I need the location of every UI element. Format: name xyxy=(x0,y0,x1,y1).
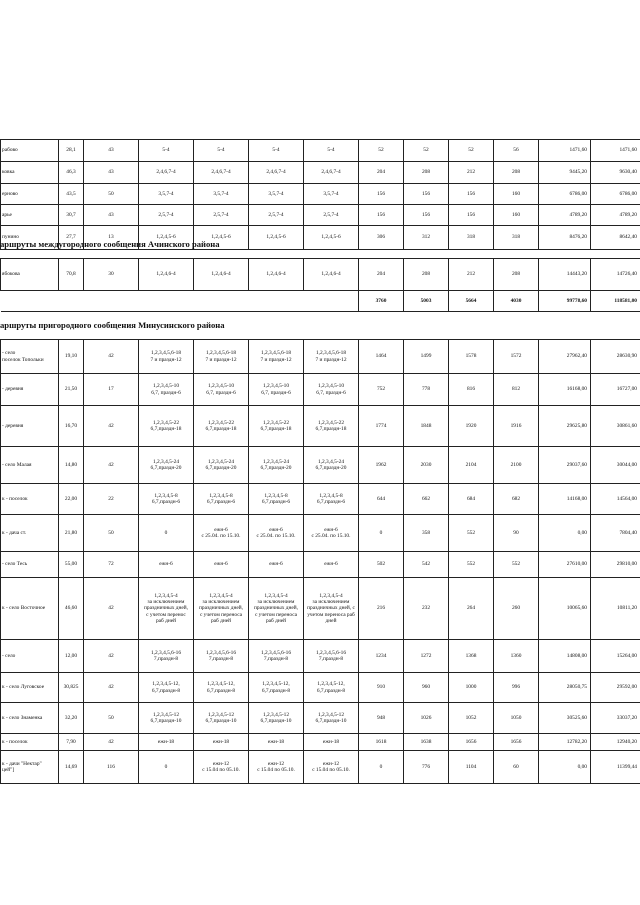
table-cell: 204 xyxy=(359,162,404,184)
table-cell: 5-4 xyxy=(139,140,194,162)
table-cell: 2104 xyxy=(449,447,494,484)
table-cell: 8476,20 xyxy=(539,226,591,250)
table-cell: 156 xyxy=(404,184,449,205)
table-cell: 3,5,7-4 xyxy=(304,184,359,205)
table-cell: 1618 xyxy=(359,734,404,751)
table-cell: 0 xyxy=(139,751,194,784)
table-cell: 22 xyxy=(84,484,139,515)
table-cell: 2,4,6,7-4 xyxy=(139,162,194,184)
table-cell: 43,5 xyxy=(59,184,84,205)
table-cell: 15264,00 xyxy=(591,640,640,673)
table-cell: 1026 xyxy=(404,703,449,734)
table-cell: 46,60 xyxy=(59,578,84,640)
total-cell: 118581,00 xyxy=(591,291,640,312)
table-cell: 232 xyxy=(404,578,449,640)
table-cell: 52 xyxy=(359,140,404,162)
table-cell: 1,2,3,4,5-12, 6,7,праздн-8 xyxy=(194,673,249,703)
route-name-cell: - село поселок Топольки xyxy=(1,340,59,374)
table-cell: 7804,40 xyxy=(591,515,640,552)
table-cell: 208 xyxy=(404,259,449,291)
table-row xyxy=(1,406,640,447)
table-cell: 10811,20 xyxy=(591,578,640,640)
total-cell: 4030 xyxy=(494,291,539,312)
table-cell: 1,2,4,5-6 xyxy=(249,226,304,250)
table-cell: 3,5,7-4 xyxy=(194,184,249,205)
table-cell: 2,4,6,7-4 xyxy=(304,162,359,184)
table-cell: 1368 xyxy=(449,640,494,673)
table-cell: 16168,00 xyxy=(539,374,591,406)
table-cell: 1,2,3,4,5,6-18 7 и праздн-12 xyxy=(304,340,359,374)
table-cell: ежн-6 xyxy=(139,552,194,578)
table-cell: 14,69 xyxy=(59,751,84,784)
table-cell: 1916 xyxy=(494,406,539,447)
table-cell: ежн-6 с 25.04. по 15.10. xyxy=(304,515,359,552)
table-cell: 1,2,3,4,5-12 6,7,праздн-10 xyxy=(249,703,304,734)
table-cell: 306 xyxy=(359,226,404,250)
table-cell: 552 xyxy=(494,552,539,578)
table-cell: 1,2,4,5-6 xyxy=(194,226,249,250)
table-cell: 12940,20 xyxy=(591,734,640,751)
table-cell: ежн-18 xyxy=(139,734,194,751)
table-cell: ежн-6 xyxy=(304,552,359,578)
table-cell: 1,2,3,4,5-12, 6,7,праздн-8 xyxy=(139,673,194,703)
table-cell: 43 xyxy=(84,140,139,162)
table-cell: 13 xyxy=(84,226,139,250)
table-cell: 662 xyxy=(404,484,449,515)
table-cell: 1052 xyxy=(449,703,494,734)
total-cell: 3760 xyxy=(359,291,404,312)
route-name-cell: к - село Знаменка xyxy=(1,703,59,734)
table-cell: 42 xyxy=(84,673,139,703)
table-cell: 1,2,3,4,5-22 6,7,праздн-18 xyxy=(249,406,304,447)
table-cell: 264 xyxy=(449,578,494,640)
table-cell: 5-4 xyxy=(194,140,249,162)
table-cell: 1,2,3,4,5,6-18 7 и праздн-12 xyxy=(139,340,194,374)
table-cell: 70,8 xyxy=(59,259,84,291)
table-cell: 5-4 xyxy=(249,140,304,162)
table-cell: 204 xyxy=(359,259,404,291)
table-cell: 1,2,3,4,5-4 за исключением праздничных дней, с учетом перенос раб дней xyxy=(139,578,194,640)
table-cell: 21,50 xyxy=(59,374,84,406)
table-cell: 542 xyxy=(404,552,449,578)
table-cell: 318 xyxy=(494,226,539,250)
route-name-cell: к - поселок xyxy=(1,734,59,751)
table-cell: 42 xyxy=(84,447,139,484)
table-row xyxy=(1,140,640,162)
table-cell: 1,2,3,4,5-24 6,7,праздн-20 xyxy=(304,447,359,484)
table-cell: 4789,20 xyxy=(539,205,591,226)
table-cell: 42 xyxy=(84,640,139,673)
table-cell: 1,2,4,6-4 xyxy=(139,259,194,291)
table-cell: 9445,20 xyxy=(539,162,591,184)
total-cell: 5003 xyxy=(404,291,449,312)
route-name-cell: - деревня xyxy=(1,406,59,447)
table-cell: 30,7 xyxy=(59,205,84,226)
route-name-cell: рабово xyxy=(1,140,59,162)
route-name-cell: ковка xyxy=(1,162,59,184)
table-cell: 7,90 xyxy=(59,734,84,751)
total-cell: 5664 xyxy=(449,291,494,312)
table-cell: 90 xyxy=(494,515,539,552)
table-cell: 29810,00 xyxy=(591,552,640,578)
table-row xyxy=(1,703,640,734)
table-cell: 30861,60 xyxy=(591,406,640,447)
table-cell: 358 xyxy=(404,515,449,552)
table-cell: 42 xyxy=(84,406,139,447)
table-cell: 682 xyxy=(494,484,539,515)
table-cell: 0 xyxy=(359,751,404,784)
table-cell: 50 xyxy=(84,184,139,205)
table-cell: 1638 xyxy=(404,734,449,751)
table-cell: 1,2,4,5-6 xyxy=(304,226,359,250)
table-cell: 43 xyxy=(84,205,139,226)
table-cell: 8642,40 xyxy=(591,226,640,250)
table-routes-achinsk xyxy=(0,258,640,312)
table-cell: 1,2,3,4,5-10 6,7, праздн-6 xyxy=(194,374,249,406)
table-row xyxy=(1,340,640,374)
route-name-cell: ябокова xyxy=(1,259,59,291)
table-row xyxy=(1,751,640,784)
table-cell: 2,5,7-4 xyxy=(139,205,194,226)
table-cell: ежн-6 с 25.04. по 15.10. xyxy=(194,515,249,552)
table-cell: 1360 xyxy=(494,640,539,673)
table-cell: 56 xyxy=(494,140,539,162)
table-cell: 996 xyxy=(494,673,539,703)
table-cell: 948 xyxy=(359,703,404,734)
table-cell: 14564,00 xyxy=(591,484,640,515)
table-cell: 778 xyxy=(404,374,449,406)
table-cell: 30525,60 xyxy=(539,703,591,734)
table-cell: 9630,40 xyxy=(591,162,640,184)
table-cell: 312 xyxy=(404,226,449,250)
table-cell: 1499 xyxy=(404,340,449,374)
table-cell: 1,2,3,4,5-8 6,7,праздн-6 xyxy=(304,484,359,515)
table-cell: 52 xyxy=(404,140,449,162)
table-cell: 14726,40 xyxy=(591,259,640,291)
table-cell: 212 xyxy=(449,259,494,291)
table-row xyxy=(1,447,640,484)
route-name-cell: арье xyxy=(1,205,59,226)
table-cell: 30044,00 xyxy=(591,447,640,484)
table-cell: 552 xyxy=(449,552,494,578)
table-cell: 42 xyxy=(84,734,139,751)
total-cell: 99778,60 xyxy=(539,291,591,312)
table-cell: 6786,00 xyxy=(539,184,591,205)
table-row xyxy=(1,552,640,578)
table-cell: 1,2,4,6-4 xyxy=(194,259,249,291)
table-cell: 0,00 xyxy=(539,751,591,784)
table-cell: 212 xyxy=(449,162,494,184)
route-name-cell: к - поселок xyxy=(1,484,59,515)
table-cell: 46,3 xyxy=(59,162,84,184)
table-cell: 29592,00 xyxy=(591,673,640,703)
table-cell: 208 xyxy=(494,259,539,291)
route-name-cell: - село xyxy=(1,640,59,673)
table-cell: 1,2,4,6-4 xyxy=(249,259,304,291)
table-cell: 116 xyxy=(84,751,139,784)
table-cell: ежн-6 xyxy=(194,552,249,578)
table-cell: 552 xyxy=(449,515,494,552)
route-name-cell: к - дачи "Нектар" цей"] xyxy=(1,751,59,784)
table-cell: 1,2,3,4,5-12 6,7,праздн-10 xyxy=(194,703,249,734)
table-cell: 28,1 xyxy=(59,140,84,162)
table-cell: 1,2,3,4,5-22 6,7,праздн-18 xyxy=(194,406,249,447)
table-cell: 160 xyxy=(494,184,539,205)
table-cell: 32,20 xyxy=(59,703,84,734)
table-row xyxy=(1,162,640,184)
totals-row xyxy=(1,291,640,312)
table-cell: 16,70 xyxy=(59,406,84,447)
table-cell: 30 xyxy=(84,259,139,291)
table-cell: 1104 xyxy=(449,751,494,784)
table-cell: 1,2,3,4,5-22 6,7,праздн-18 xyxy=(139,406,194,447)
table-cell: ежн-12 с 15.04 по 05.10. xyxy=(304,751,359,784)
table-cell: 1234 xyxy=(359,640,404,673)
table-cell: 1272 xyxy=(404,640,449,673)
table-cell: ежн-12 с 15.04 по 05.10. xyxy=(249,751,304,784)
table-cell: 1,2,3,4,5-24 6,7,праздн-20 xyxy=(249,447,304,484)
table-cell: 11399,44 xyxy=(591,751,640,784)
table-cell: 1000 xyxy=(449,673,494,703)
table-cell: 50 xyxy=(84,515,139,552)
table-cell: 6786,00 xyxy=(591,184,640,205)
table-cell: 2,5,7-4 xyxy=(194,205,249,226)
table-row xyxy=(1,640,640,673)
table-cell: 28630,90 xyxy=(591,340,640,374)
table-cell: 12782,20 xyxy=(539,734,591,751)
table-cell: 42 xyxy=(84,340,139,374)
table-cell: 1,2,3,4,5-24 6,7,праздн-20 xyxy=(194,447,249,484)
table-cell: ежн-6 с 25.04. по 15.10. xyxy=(249,515,304,552)
route-name-cell: - деревня xyxy=(1,374,59,406)
table-cell: 1962 xyxy=(359,447,404,484)
table-cell: 1,2,4,6-4 xyxy=(304,259,359,291)
table-cell: 1,2,3,4,5-10 6,7, праздн-6 xyxy=(249,374,304,406)
table-cell: 1,2,3,4,5-10 6,7, праздн-6 xyxy=(139,374,194,406)
table-cell: 1,2,3,4,5-8 6,7,праздн-6 xyxy=(194,484,249,515)
table-cell: 752 xyxy=(359,374,404,406)
table-cell: ежн-6 xyxy=(249,552,304,578)
table-cell: 1,2,3,4,5-4 за исключением праздничных дней, с учетом переноса раб дней xyxy=(249,578,304,640)
table-routes-minusinsk xyxy=(0,339,640,784)
table-cell: 216 xyxy=(359,578,404,640)
table-cell: ежн-18 xyxy=(194,734,249,751)
table-cell: 1471,60 xyxy=(591,140,640,162)
table-cell: 72 xyxy=(84,552,139,578)
table-cell: 42 xyxy=(84,578,139,640)
table-cell: 3,5,7-4 xyxy=(139,184,194,205)
table-cell: 2100 xyxy=(494,447,539,484)
table-row xyxy=(1,184,640,205)
table-cell: 29625,80 xyxy=(539,406,591,447)
table-cell: 1,2,3,4,5-8 6,7,праздн-6 xyxy=(139,484,194,515)
table-cell: 160 xyxy=(494,205,539,226)
table-cell: 27610,00 xyxy=(539,552,591,578)
table-cell: 22,00 xyxy=(59,484,84,515)
table-cell: 260 xyxy=(494,578,539,640)
table-cell: 776 xyxy=(404,751,449,784)
table-cell: 318 xyxy=(449,226,494,250)
table-cell: 1,2,3,4,5-8 6,7,праздн-6 xyxy=(249,484,304,515)
table-cell: 910 xyxy=(359,673,404,703)
table-cell: ежн-18 xyxy=(249,734,304,751)
route-name-cell: ерново xyxy=(1,184,59,205)
table-cell: 2,5,7-4 xyxy=(249,205,304,226)
table-cell: 30,825 xyxy=(59,673,84,703)
table-cell: 0,00 xyxy=(539,515,591,552)
table-cell: 156 xyxy=(449,184,494,205)
table-cell: 33037,20 xyxy=(591,703,640,734)
table-cell: 1,2,3,4,5-4 за исключением праздничных дней, с учетом переноса раб дней xyxy=(194,578,249,640)
table-cell: 1,2,3,4,5,6-16 7,праздн-8 xyxy=(304,640,359,673)
table-cell: 1572 xyxy=(494,340,539,374)
table-cell: 1,2,3,4,5,6-16 7,праздн-8 xyxy=(249,640,304,673)
table-cell: 1920 xyxy=(449,406,494,447)
table-row xyxy=(1,374,640,406)
table-cell: 1,2,3,4,5-22 6,7,праздн-18 xyxy=(304,406,359,447)
table-cell: 2,4,6,7-4 xyxy=(194,162,249,184)
table-cell: 21,80 xyxy=(59,515,84,552)
table-cell: 156 xyxy=(404,205,449,226)
table-cell: 5-4 xyxy=(304,140,359,162)
table-cell: 1656 xyxy=(494,734,539,751)
totals-spacer xyxy=(1,291,359,312)
table-cell: 12,00 xyxy=(59,640,84,673)
table-cell: 1471,60 xyxy=(539,140,591,162)
table-cell: 27962,40 xyxy=(539,340,591,374)
table-cell: 2030 xyxy=(404,447,449,484)
table-cell: 55,00 xyxy=(59,552,84,578)
table-cell: 17 xyxy=(84,374,139,406)
table-cell: 50 xyxy=(84,703,139,734)
table-cell: ежн-18 xyxy=(304,734,359,751)
table-cell: 208 xyxy=(404,162,449,184)
table-cell: 1,2,3,4,5-24 6,7,праздн-20 xyxy=(139,447,194,484)
table-cell: 1,2,3,4,5,6-18 7 и праздн-12 xyxy=(249,340,304,374)
table-cell: 960 xyxy=(404,673,449,703)
table-cell: 1774 xyxy=(359,406,404,447)
table-cell: 19,10 xyxy=(59,340,84,374)
table-cell: 812 xyxy=(494,374,539,406)
table-cell: 1,2,3,4,5-12 6,7,праздн-10 xyxy=(304,703,359,734)
route-name-cell: - село Тесь xyxy=(1,552,59,578)
table-cell: 43 xyxy=(84,162,139,184)
table-cell: 816 xyxy=(449,374,494,406)
route-name-cell: - село Малая xyxy=(1,447,59,484)
table-cell: 1848 xyxy=(404,406,449,447)
table-cell: 27,7 xyxy=(59,226,84,250)
table-cell: 1464 xyxy=(359,340,404,374)
table-cell: 0 xyxy=(359,515,404,552)
route-name-cell: к - дача ст. xyxy=(1,515,59,552)
route-name-cell: пунино xyxy=(1,226,59,250)
table-cell: 1,2,3,4,5,6-16 7,праздн-8 xyxy=(194,640,249,673)
table-row xyxy=(1,673,640,703)
table-cell: 14,80 xyxy=(59,447,84,484)
table-cell: 1,2,3,4,5-4 за исключением праздничных дней, с учетом переноса раб дней xyxy=(304,578,359,640)
table-cell: 1,2,3,4,5,6-18 7 и праздн-12 xyxy=(194,340,249,374)
table-cell: 1,2,3,4,5,6-16 7,праздн-8 xyxy=(139,640,194,673)
table-cell: 52 xyxy=(449,140,494,162)
table-cell: 502 xyxy=(359,552,404,578)
table-cell: 208 xyxy=(494,162,539,184)
table-cell: 14443,20 xyxy=(539,259,591,291)
table-cell: 156 xyxy=(359,184,404,205)
table-cell: 2,4,6,7-4 xyxy=(249,162,304,184)
table-cell: 14168,00 xyxy=(539,484,591,515)
table-cell: 10065,60 xyxy=(539,578,591,640)
table-row xyxy=(1,515,640,552)
table-cell: 16727,00 xyxy=(591,374,640,406)
route-name-cell: к - село Восточное xyxy=(1,578,59,640)
table-cell: 684 xyxy=(449,484,494,515)
table-cell: 1578 xyxy=(449,340,494,374)
table-routes-top xyxy=(0,139,640,250)
table-row xyxy=(1,578,640,640)
section-heading-achinsk: аршруты междугородного сообщения Ачинского района xyxy=(0,239,220,249)
table-cell: 1050 xyxy=(494,703,539,734)
table-cell: 60 xyxy=(494,751,539,784)
table-cell: 1,2,3,4,5-12, 6,7,праздн-8 xyxy=(249,673,304,703)
table-cell: 1,2,3,4,5-12, 6,7,праздн-8 xyxy=(304,673,359,703)
table-row xyxy=(1,259,640,291)
table-row xyxy=(1,205,640,226)
table-cell: 1,2,4,5-6 xyxy=(139,226,194,250)
table-cell: 2,5,7-4 xyxy=(304,205,359,226)
table-cell: 156 xyxy=(449,205,494,226)
table-cell: 644 xyxy=(359,484,404,515)
table-cell: 3,5,7-4 xyxy=(249,184,304,205)
route-name-cell: к - село Луговское xyxy=(1,673,59,703)
section-heading-minusinsk: аршруты пригородного сообщения Минусинского района xyxy=(0,320,225,330)
table-cell: 156 xyxy=(359,205,404,226)
table-cell: 1656 xyxy=(449,734,494,751)
table-cell: 14808,00 xyxy=(539,640,591,673)
table-cell: 4789,20 xyxy=(591,205,640,226)
table-cell: 0 xyxy=(139,515,194,552)
table-cell: 29037,60 xyxy=(539,447,591,484)
table-cell: 28050,75 xyxy=(539,673,591,703)
table-cell: 1,2,3,4,5-12 6,7,праздн-10 xyxy=(139,703,194,734)
table-row xyxy=(1,734,640,751)
table-cell: ежн-12 с 15.04 по 05.10. xyxy=(194,751,249,784)
table-cell: 1,2,3,4,5-10 6,7, праздн-6 xyxy=(304,374,359,406)
table-row xyxy=(1,484,640,515)
